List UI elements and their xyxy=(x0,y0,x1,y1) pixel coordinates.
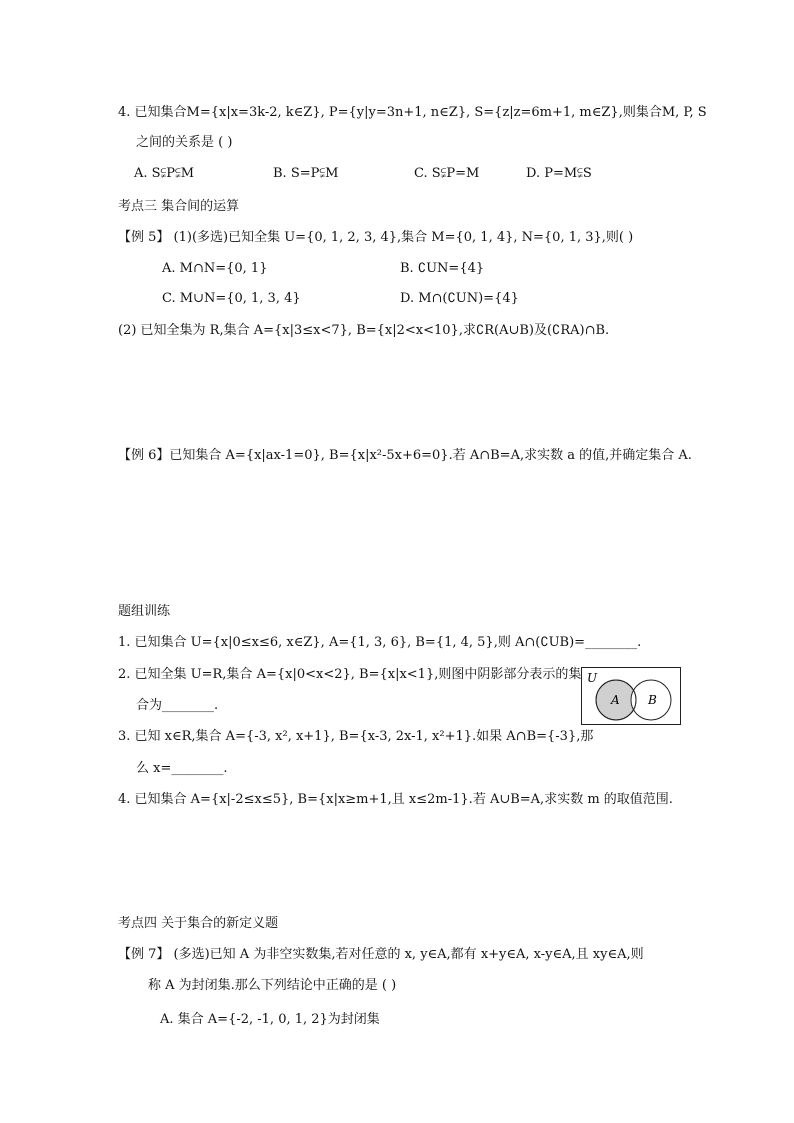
practice-q3-line2: 么 x=________. xyxy=(136,761,228,776)
q4-option-b: B. S=P⫋M xyxy=(273,166,339,181)
example7-line2: 称 A 为封闭集.那么下列结论中正确的是 ( ) xyxy=(148,978,397,993)
venn-diagram xyxy=(581,667,681,725)
venn-label-b: B xyxy=(648,693,657,707)
section3-heading: 考点三 集合间的运算 xyxy=(118,199,240,214)
q4-option-c: C. S⫋P=M xyxy=(414,166,480,181)
example7-line1: 【例 7】 (多选)已知 A 为非空实数集,若对任意的 x, y∈A,都有 x+y∈A, x-y∈A,且 xy∈A,则 xyxy=(118,947,644,962)
practice-q2-line1: 2. 已知全集 U=R,集合 A={x|0<x<2}, B={x|x<1},则图中阴影部分表示的集 xyxy=(118,667,582,682)
section4-heading: 考点四 关于集合的新定义题 xyxy=(118,916,279,931)
practice-heading: 题组训练 xyxy=(118,604,171,619)
q4-line2: 之间的关系是 ( ) xyxy=(136,135,233,150)
venn-svg xyxy=(582,668,680,724)
q4-option-d: D. P=M⫋S xyxy=(526,166,592,181)
practice-q2-line2: 合为________. xyxy=(136,698,219,713)
example5-option-b: B. ∁UN={4} xyxy=(400,261,485,276)
example5-option-d: D. M∩(∁UN)={4} xyxy=(400,291,519,306)
example7-option-a: A. 集合 A={-2, -1, 0, 1, 2}为封闭集 xyxy=(160,1012,380,1027)
example6-text: 【例 6】已知集合 A={x|ax-1=0}, B={x|x²-5x+6=0}.若 A∩B=A,求实数 a 的值,并确定集合 A. xyxy=(118,448,692,463)
example5-line1: 【例 5】 (1)(多选)已知全集 U={0, 1, 2, 3, 4},集合 M={0, 1, 4}, N={0, 1, 3},则( ) xyxy=(118,230,634,245)
example5-option-a: A. M∩N={0, 1} xyxy=(162,261,268,276)
q4-line1: 4. 已知集合M={x|x=3k-2, k∈Z}, P={y|y=3n+1, n∈Z}, S={z|z=6m+1, m∈Z},则集合M, P, S xyxy=(118,105,707,120)
venn-universe-label: U xyxy=(587,671,598,685)
q4-option-a: A. S⫋P⫋M xyxy=(134,166,195,181)
example5-part2: (2) 已知全集为 R,集合 A={x|3≤x<7}, B={x|2<x<10},求∁R(A∪B)及(∁RA)∩B. xyxy=(118,323,610,338)
practice-q4: 4. 已知集合 A={x|-2≤x≤5}, B={x|x≥m+1,且 x≤2m-1}.若 A∪B=A,求实数 m 的取值范围. xyxy=(118,792,673,807)
example5-option-c: C. M∪N={0, 1, 3, 4} xyxy=(162,291,301,306)
practice-q3-line1: 3. 已知 x∈R,集合 A={-3, x², x+1}, B={x-3, 2x-1, x²+1}.如果 A∩B={-3},那 xyxy=(118,729,594,744)
practice-q1: 1. 已知集合 U={x|0≤x≤6, x∈Z}, A={1, 3, 6}, B={1, 4, 5},则 A∩(∁UB)=________. xyxy=(118,635,642,650)
venn-label-a: A xyxy=(611,693,620,707)
